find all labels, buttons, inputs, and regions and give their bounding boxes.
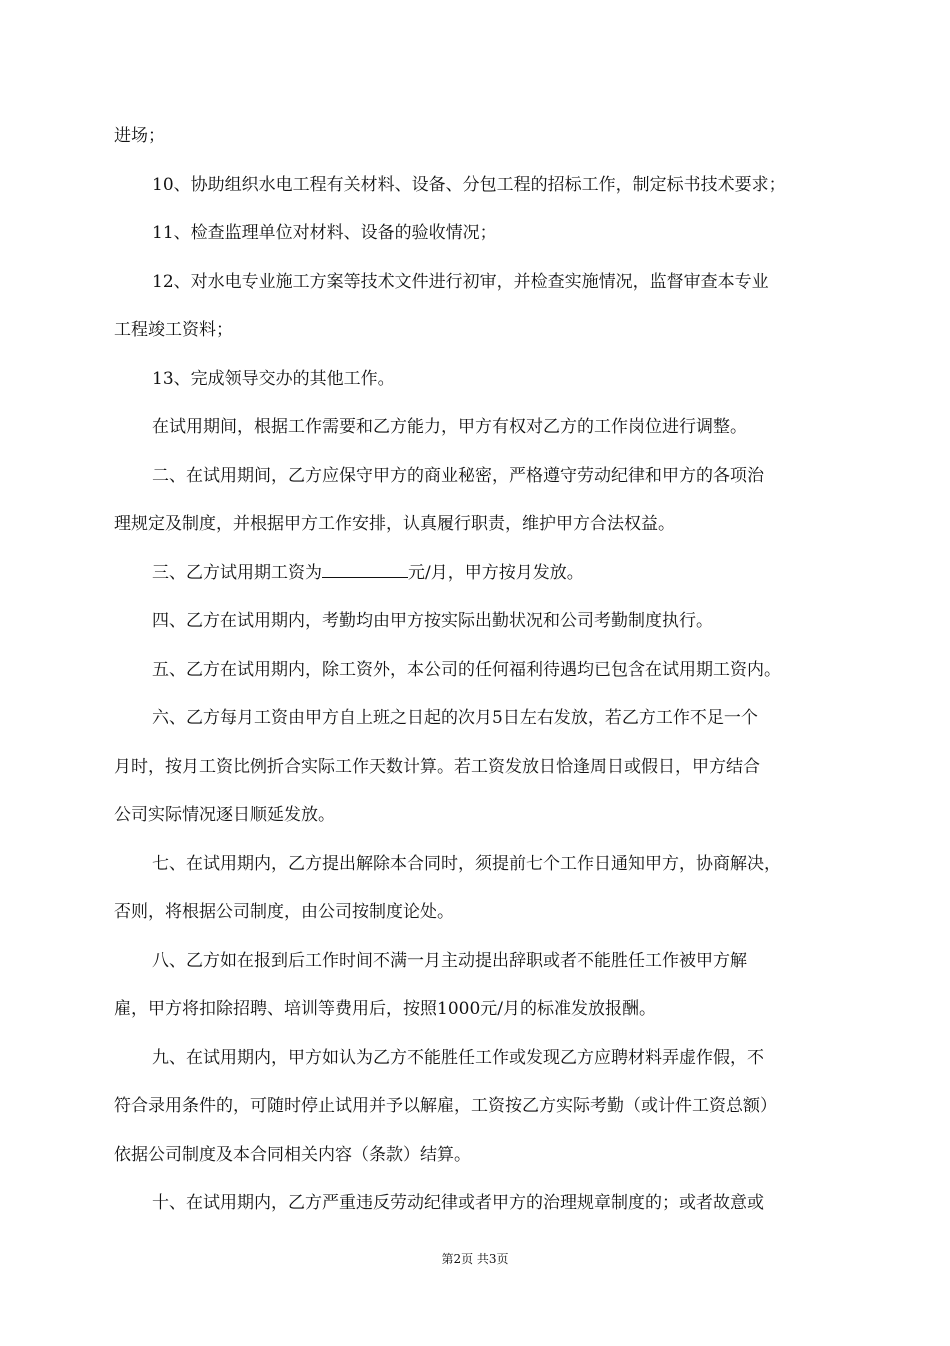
text-line: 九、在试用期内，甲方如认为乙方不能胜任工作或发现乙方应聘材料弄虚作假，不: [152, 1047, 764, 1068]
text-line: 在试用期间，根据工作需要和乙方能力，甲方有权对乙方的工作岗位进行调整。: [152, 417, 747, 437]
text-line: 公司实际情况逐日顺延发放。: [114, 805, 335, 825]
text-line: 13、完成领导交办的其他工作。: [152, 368, 395, 389]
text-line: 七、在试用期内，乙方提出解除本合同时，须提前七个工作日通知甲方，协商解决，: [152, 853, 781, 874]
text-line: 五、乙方在试用期内，除工资外，本公司的任何福利待遇均已包含在试用期工资内。: [152, 659, 781, 680]
text-line: 六、乙方每月工资由甲方自上班之日起的次月5日左右发放，若乙方工作不足一个: [152, 708, 758, 728]
text-line: 工程竣工资料；: [114, 320, 233, 340]
text-line: [114, 555, 840, 604]
document-body: [114, 118, 840, 1234]
text-line: 符合录用条件的，可随时停止试用并予以解雇，工资按乙方实际考勤（或计件工资总额）: [114, 1096, 777, 1116]
text-line: 八、乙方如在报到后工作时间不满一月主动提出辞职或者不能胜任工作被甲方解: [152, 950, 747, 971]
text-line: 理规定及制度，并根据甲方工作安排，认真履行职责，维护甲方合法权益。: [114, 514, 675, 534]
text-line: 依据公司制度及本合同相关内容（条款）结算。: [114, 1144, 471, 1165]
text-after-blank: 元/月，甲方按月发放。: [408, 562, 584, 583]
text-line: 十、在试用期内，乙方严重违反劳动纪律或者甲方的治理规章制度的；或者故意或: [152, 1193, 764, 1213]
text-before-blank: 三、乙方试用期工资为: [152, 562, 322, 583]
text-line: 否则，将根据公司制度，由公司按制度论处。: [114, 902, 454, 922]
text-line: 二、在试用期间，乙方应保守甲方的商业秘密，严格遵守劳动纪律和甲方的各项治: [152, 465, 764, 486]
text-line: 10、协助组织水电工程有关材料、设备、分包工程的招标工作，制定标书技术要求；: [152, 174, 786, 195]
page-footer: 第2页 共3页: [441, 1252, 509, 1266]
text-line: 雇，甲方将扣除招聘、培训等费用后，按照1000元/月的标准发放报酬。: [114, 999, 656, 1019]
fill-in-blank: [322, 555, 408, 578]
text-line: 月时，按月工资比例折合实际工作天数计算。若工资发放日恰逢周日或假日，甲方结合: [114, 756, 760, 777]
text-line: 12、对水电专业施工方案等技术文件进行初审，并检查实施情况，监督审查本专业: [152, 271, 769, 292]
text-line: 四、乙方在试用期内，考勤均由甲方按实际出勤状况和公司考勤制度执行。: [152, 611, 713, 631]
text-line: 进场；: [114, 126, 165, 146]
text-line: 11、检查监理单位对材料、设备的验收情况；: [152, 223, 497, 243]
